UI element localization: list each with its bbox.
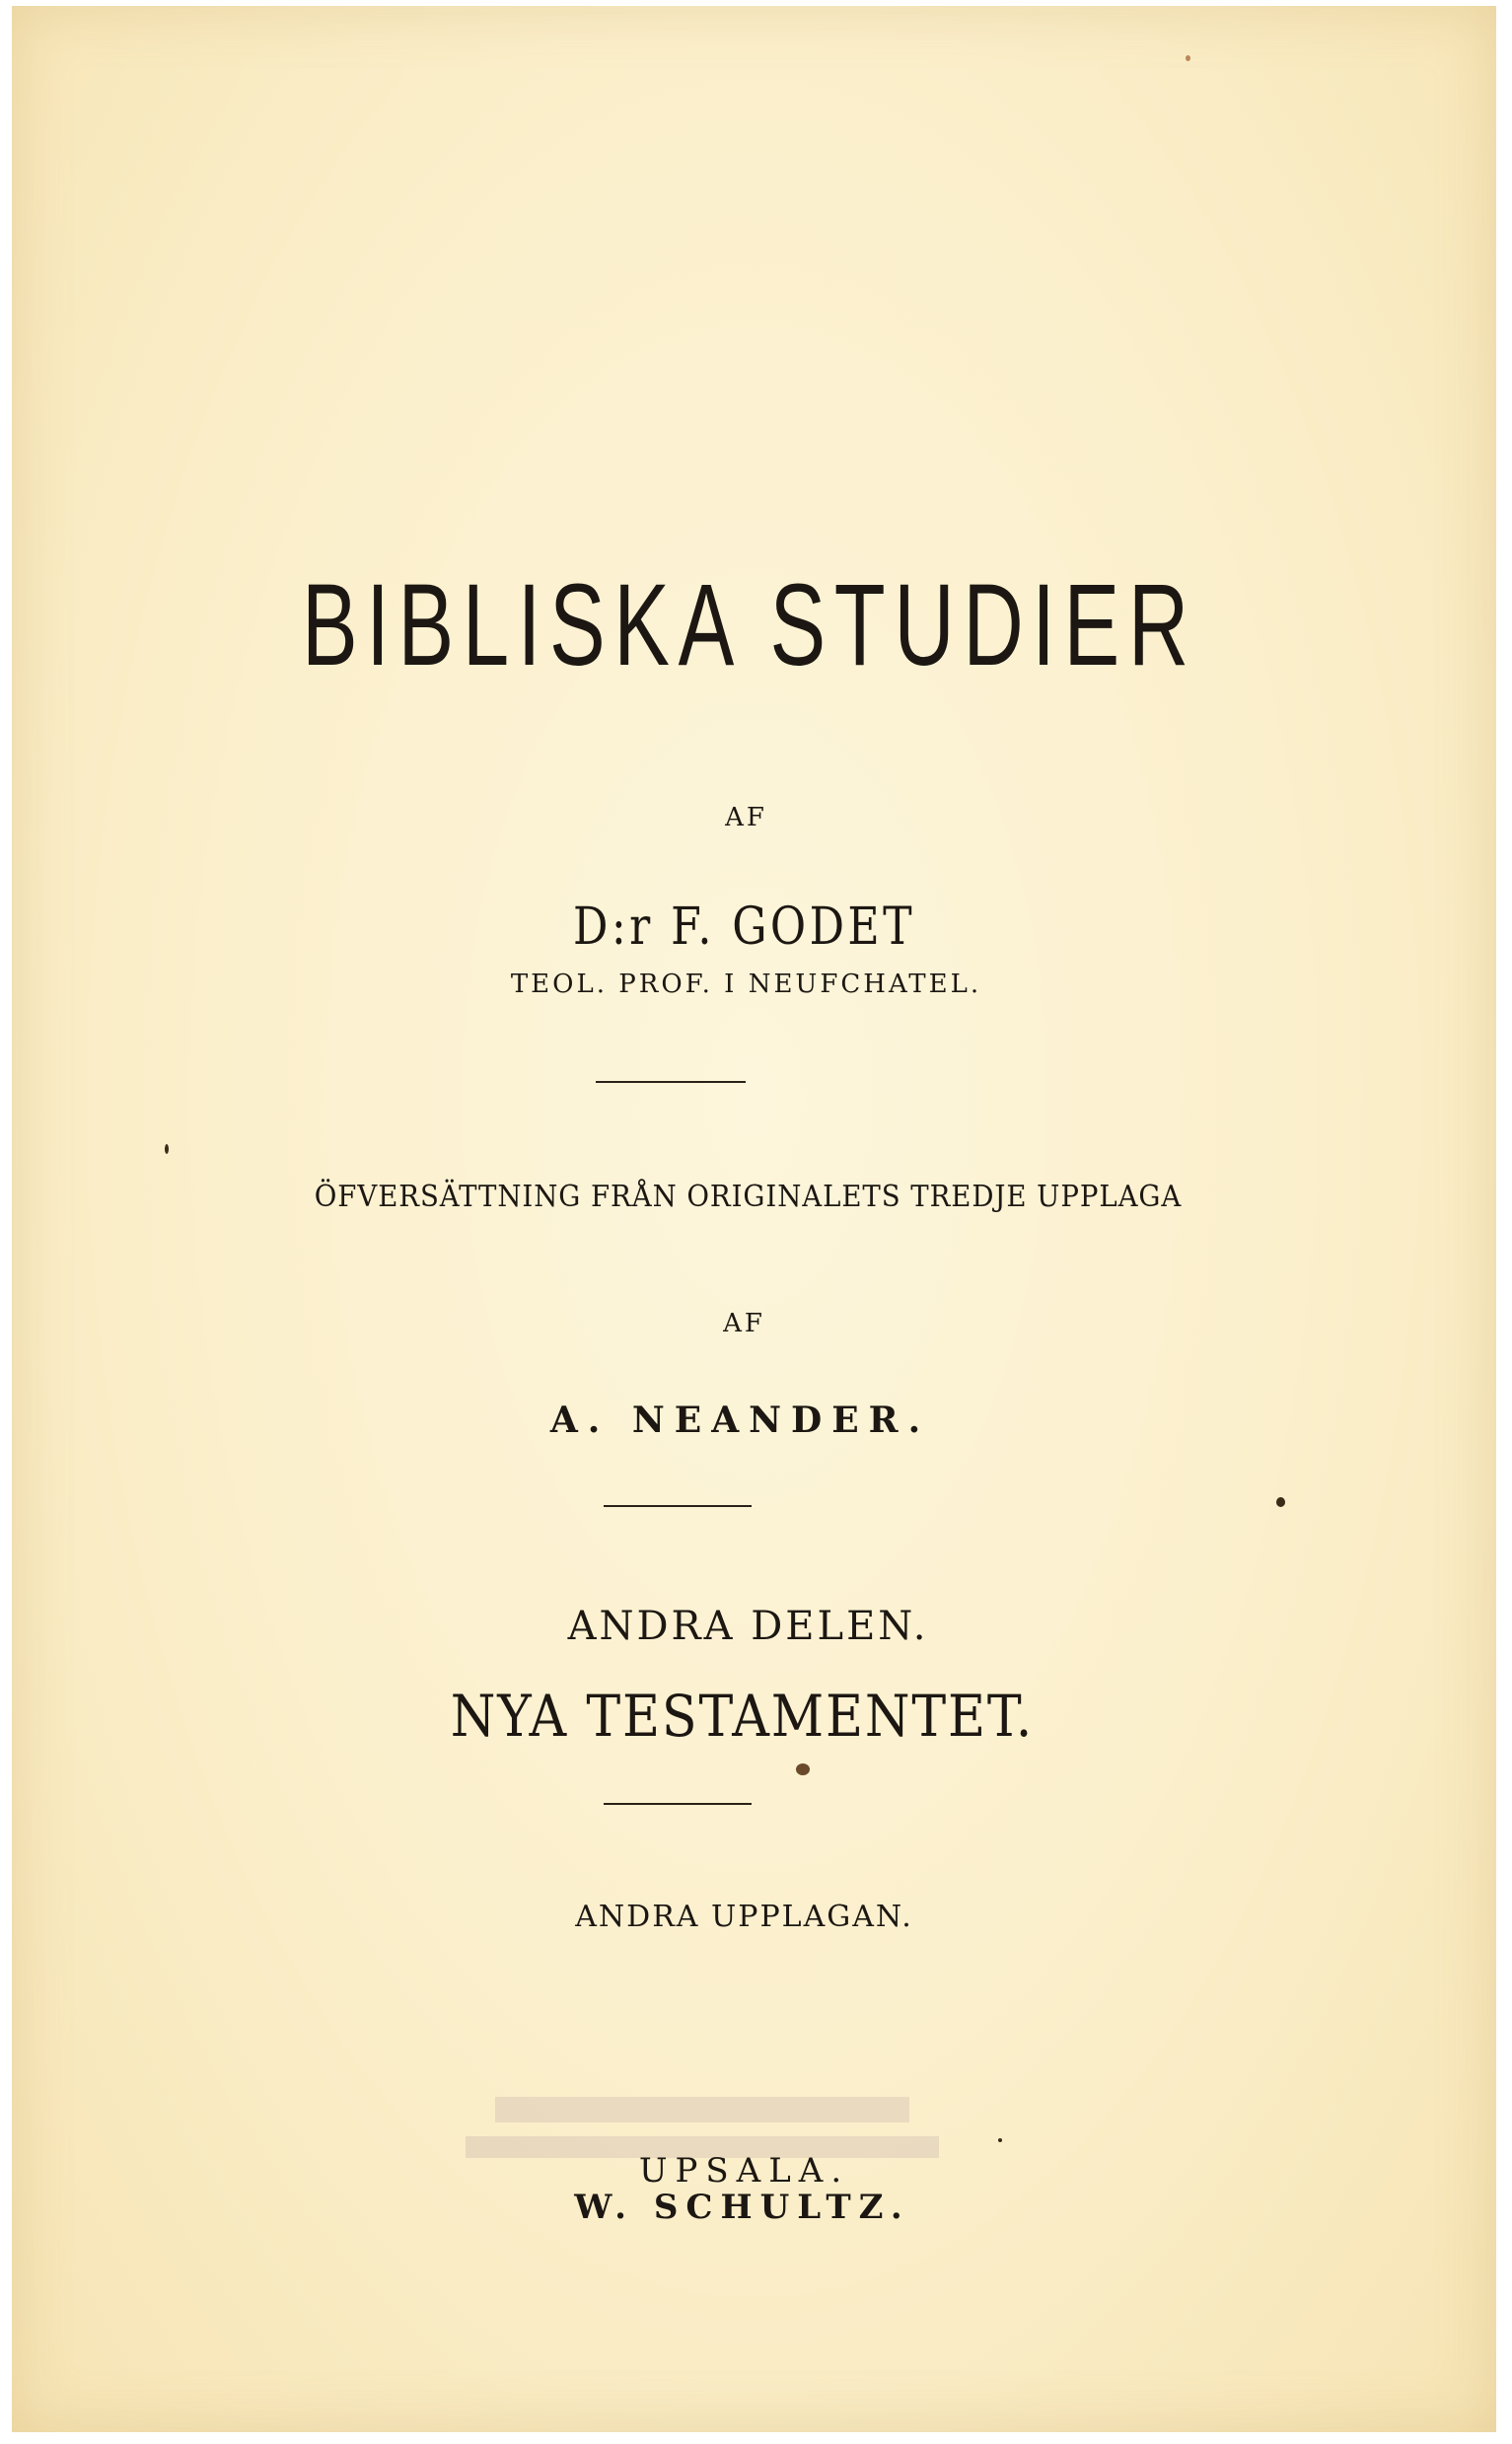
subtitle: NYA TESTAMENTET. xyxy=(450,1683,1035,1750)
by-label-translator: AF xyxy=(723,1309,765,1338)
ink-speck xyxy=(1276,1497,1285,1507)
translation-note: ÖFVERSÄTTNING FRÅN ORIGINALETS TREDJE UPPLAGA xyxy=(314,1180,1183,1214)
author-name: D:r F. GODET xyxy=(573,898,915,957)
edition-label: ANDRA UPPLAGAN. xyxy=(575,1900,913,1934)
divider-rule xyxy=(604,1803,752,1805)
title-page xyxy=(12,6,1496,2432)
author-position: TEOL. PROF. I NEUFCHATEL. xyxy=(510,970,982,999)
book-title: BIBLISKA STUDIER xyxy=(301,560,1197,690)
translator-name: A. NEANDER. xyxy=(549,1400,931,1441)
part-label: ANDRA DELEN. xyxy=(567,1604,929,1649)
ink-speck xyxy=(1186,55,1190,61)
imprint-publisher: W. SCHULTZ. xyxy=(574,2188,910,2227)
imprint-place: UPSALA. xyxy=(638,2151,850,2191)
ink-speck xyxy=(796,1763,810,1775)
by-label: AF xyxy=(725,803,767,832)
divider-rule xyxy=(596,1081,746,1083)
ink-speck xyxy=(998,2138,1002,2142)
ink-speck xyxy=(165,1144,169,1154)
divider-rule xyxy=(604,1505,752,1507)
